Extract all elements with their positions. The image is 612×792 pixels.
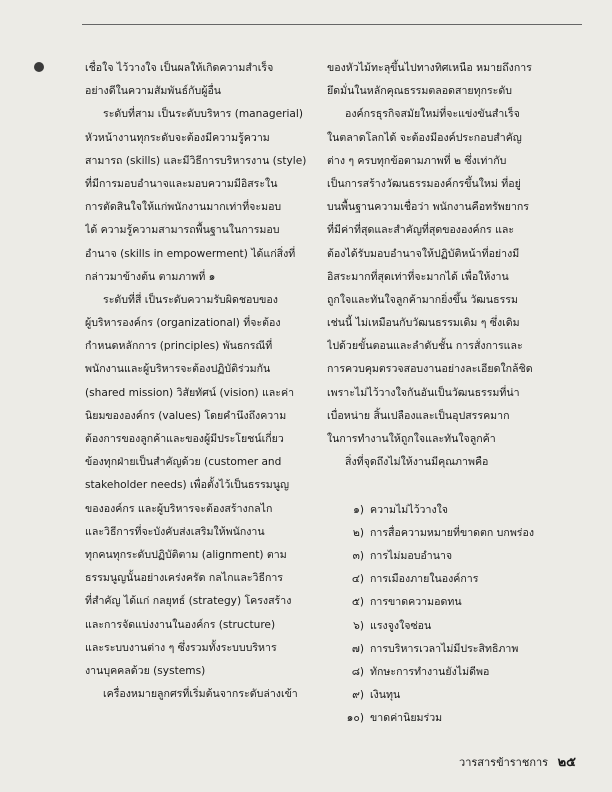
list-number: ๖) xyxy=(353,619,364,632)
list-item xyxy=(340,591,534,614)
list-text: การไม่มอบอำนาจ xyxy=(370,549,453,562)
paragraph-line: ต้องการของลูกค้าและของผู้มีประโยชน์เกี่ยว xyxy=(85,433,284,445)
paragraph-line: และการจัดแบ่งงานในองค์กร (structure) xyxy=(85,618,276,631)
list-item xyxy=(340,615,534,638)
list-item xyxy=(340,545,534,568)
paragraph-line: สามารถ (skills) และมีวิธีการบริหารงาน (style) xyxy=(85,154,307,167)
paragraph-line: เครื่องหมายลูกศรที่เริ่มต้นจากระดับล่างเข้า xyxy=(103,688,298,701)
paragraph-line: ที่มีค่าที่สุดและสำคัญที่สุดขององค์กร และ xyxy=(327,224,515,237)
paragraph-line: และระบบงานต่าง ๆ ซึ่งรวมทั้งระบบบริหาร xyxy=(85,641,277,654)
paragraph-line: (shared mission) วิสัยทัศน์ (vision) และค่า xyxy=(85,386,295,399)
paragraph-line: ไปด้วยขั้นตอนและลำดับชั้น การสั่งการและ xyxy=(327,340,523,353)
paragraph-line: stakeholder needs) เพื่อตั้งไว้เป็นธรรมนูญ xyxy=(85,479,290,492)
paragraph-line: ในตลาดโลกได้ จะต้องมีองค์ประกอบสำคัญ xyxy=(327,131,522,144)
paragraph-line: อิสระมากที่สุดเท่าที่จะมากได้ เพื่อให้งาน xyxy=(327,270,509,283)
paragraph-line: ขององค์กร และผู้บริหารจะต้องสร้างกลไก xyxy=(85,502,273,515)
paragraph-line: อย่างดีในความสัมพันธ์กับผู้อื่น xyxy=(85,85,222,98)
list-number: ๑) xyxy=(353,503,364,516)
top-rule xyxy=(82,24,582,25)
paragraph-line: เพราะไม่ไว้วางใจกันอันเป็นวัฒนธรรมที่น่า xyxy=(327,386,520,399)
binder-hole xyxy=(34,62,44,72)
paragraph-line: กล่าวมาข้างต้น ตามภาพที่ ๑ xyxy=(85,270,216,283)
page-number: ๒๕ xyxy=(557,755,576,770)
list-text: ความไม่ไว้วางใจ xyxy=(370,503,449,516)
list-item xyxy=(340,522,534,545)
paragraph-line: ที่สำคัญ ได้แก่ กลยุทธ์ (strategy) โครงสร้าง xyxy=(85,595,292,608)
paragraph-line: เชื่อใจ ไว้วางใจ เป็นผลให้เกิดความสำเร็จ xyxy=(85,62,274,74)
paragraph-line: งานบุคคลด้วย (systems) xyxy=(85,664,206,677)
paragraph-line: การตัดสินใจให้แก่พนักงานมากเท่าที่จะมอบ xyxy=(85,201,282,214)
right-column xyxy=(327,57,577,474)
list-number: ๘) xyxy=(351,665,364,678)
list-number: ๓) xyxy=(352,549,364,562)
paragraph-line: เช่นนี้ ไม่เหมือนกับวัฒนธรรมเดิม ๆ ซึ่งเดิม xyxy=(327,317,520,330)
paragraph-line: ระดับที่สี่ เป็นระดับความรับผิดชอบของ xyxy=(103,293,278,306)
paragraph-line: ของหัวไม้ทะลุขึ้นไปทางทิศเหนือ หมายถึงการ xyxy=(327,62,532,74)
paragraph-line: พนักงานและผู้บริหารจะต้องปฏิบัติร่วมกัน xyxy=(85,363,271,376)
paragraph-line: ในการทำงานให้ถูกใจและทันใจลูกค้า xyxy=(327,433,496,445)
list-number: ๙) xyxy=(352,689,364,702)
list-item xyxy=(340,568,534,591)
paragraph-line: ธรรมนูญนั้นอย่างเคร่งครัด กลไกและวิธีการ xyxy=(85,572,283,585)
list-text: ขาดค่านิยมร่วม xyxy=(370,712,443,725)
list-item xyxy=(340,684,534,707)
paragraph-line: ต้องได้รับมอบอำนาจให้ปฏิบัติหน้าที่อย่างมี xyxy=(327,247,520,260)
list-text: การขาดความอดทน xyxy=(370,596,462,609)
paragraph-line: ข้องทุกฝ่ายเป็นสำคัญด้วย (customer and xyxy=(85,456,282,469)
paragraph-line: นิยมขององค์กร (values) โดยคำนึงถึงความ xyxy=(85,409,287,422)
paragraph-line: ถูกใจและทันใจลูกค้ามากยิ่งขึ้น วัฒนธรรม xyxy=(327,293,518,306)
list-text: การเมืองภายในองค์การ xyxy=(370,573,479,586)
list-text: เงินทุน xyxy=(370,689,401,702)
list-number: ๕) xyxy=(351,596,364,609)
paragraph-line: เบื่อหน่าย สิ้นเปลืองและเป็นอุปสรรคมาก xyxy=(327,409,510,422)
paragraph-line: กำหนดหลักการ (principles) พันธกรณีที่ xyxy=(85,340,273,353)
list-item xyxy=(340,638,534,661)
paragraph-line: ได้ ความรู้ความสามารถพื้นฐานในการมอบ xyxy=(85,224,280,237)
list-heading: สิ่งที่จุดถึงไม่ให้งานมีคุณภาพคือ xyxy=(345,456,489,469)
paragraph-line: ที่มีการมอบอำนาจและมอบความมีอิสระใน xyxy=(85,177,278,190)
paragraph-line: ระดับที่สาม เป็นระดับบริหาร (managerial) xyxy=(103,108,303,121)
list-item xyxy=(340,499,534,522)
journal-name: วารสารข้าราชการ xyxy=(459,756,549,769)
paragraph-line: ต่าง ๆ ครบทุกข้อตามภาพที่ ๒ ซึ่งเท่ากับ xyxy=(327,154,507,167)
list-item xyxy=(340,707,534,730)
list-number: ๒) xyxy=(352,526,364,539)
paragraph-line: องค์กรธุรกิจสมัยใหม่ที่จะแข่งขันสำเร็จ xyxy=(345,108,520,121)
list-text: ทักษะการทำงานยังไม่ดีพอ xyxy=(370,665,490,678)
paragraph-line: หัวหน้างานทุกระดับจะต้องมีความรู้ความ xyxy=(85,131,270,144)
list-item xyxy=(340,661,534,684)
list-number: ๔) xyxy=(351,573,364,586)
list-number: ๑๐) xyxy=(346,712,364,725)
paragraph-line: อำนาจ (skills in empowerment) ได้แก่สิ่งที่ xyxy=(85,247,296,260)
page-footer xyxy=(459,751,576,772)
left-column xyxy=(85,57,311,706)
list-text: การสื่อความหมายที่ขาดตก บกพร่อง xyxy=(370,526,535,539)
list-number: ๗) xyxy=(351,642,364,655)
paragraph-line: ยึดมั่นในหลักคุณธรรมตลอดสายทุกระดับ xyxy=(327,85,512,98)
quality-obstacles-list xyxy=(340,499,534,731)
paragraph-line: การควบคุมตรวจสอบงานอย่างละเอียดใกล้ชิด xyxy=(327,363,533,376)
paragraph-line: ทุกคนทุกระดับปฏิบัติตาม (alignment) ตาม xyxy=(85,548,287,561)
paragraph-line: ผู้บริหารองค์กร (organizational) ที่จะต้อง xyxy=(85,317,281,330)
paragraph-line: เป็นการสร้างวัฒนธรรมองค์กรขึ้นใหม่ ที่อยู่ xyxy=(327,177,521,190)
list-text: แรงจูงใจซ่อน xyxy=(370,619,432,632)
paragraph-line: บนพื้นฐานความเชื่อว่า พนักงานคือทรัพยากร xyxy=(327,201,530,214)
paragraph-line: และวิธีการที่จะบังคับส่งเสริมให้พนักงาน xyxy=(85,525,265,538)
list-text: การบริหารเวลาไม่มีประสิทธิภาพ xyxy=(370,642,519,655)
